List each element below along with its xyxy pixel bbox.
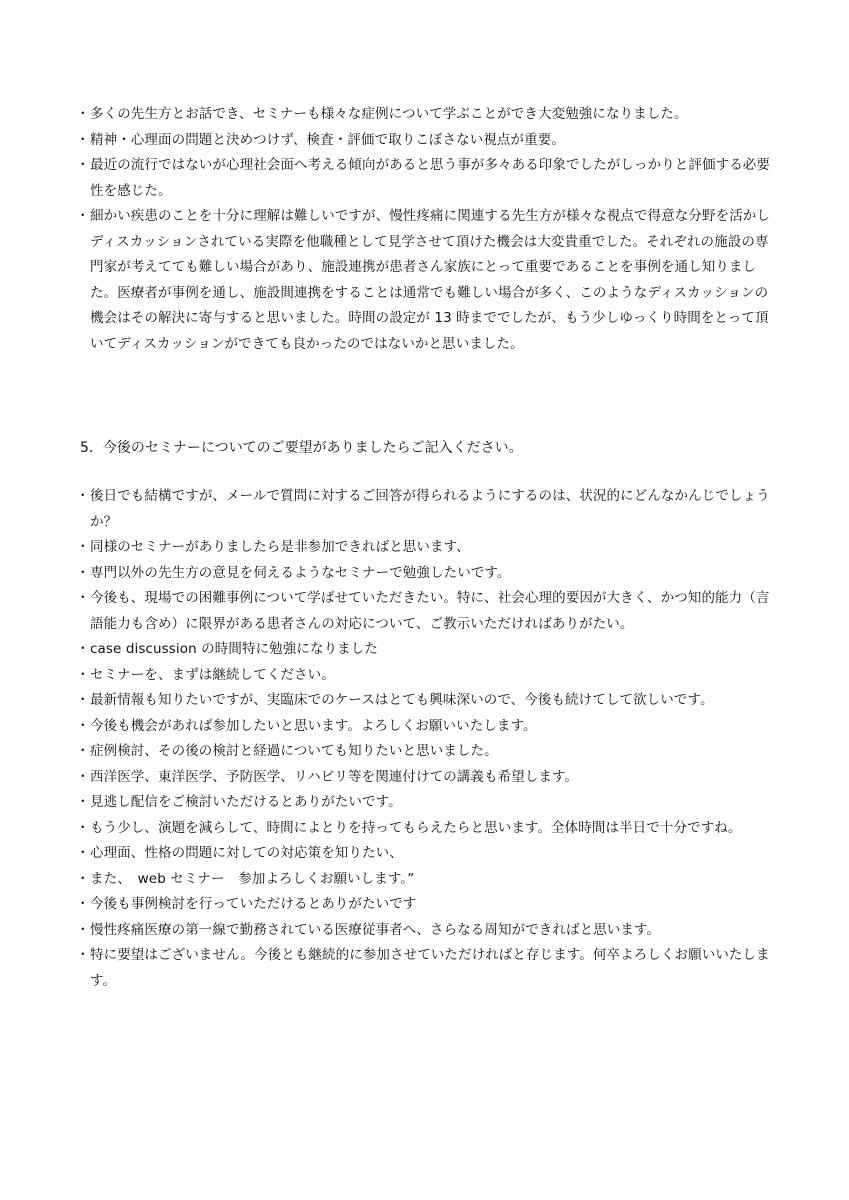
list-item: ・ 慢性疼痛医療の第一線で勤務されている医療従事者へ、さらなる周知ができればと思います。 [78, 918, 778, 944]
feedback-list [78, 102, 778, 357]
list-item: ・ 今後も機会があれば参加したいと思います。よろしくお願いいたします。 [78, 714, 778, 740]
section-heading: 5．今後のセミナーについてのご要望がありましたらご記入ください。 [80, 440, 523, 456]
list-item: ・ 症例検討、その後の検討と経過についても知りたいと思いました。 [78, 739, 778, 765]
list-item: ・ 今後も、現場での困難事例について学ばせていただきたい。特に、社会心理的要因が大きく、かつ知的能力（言語能力も含め）に限界がある患者さんの対応について、ご教示いただければありがたい。 [78, 586, 778, 637]
list-item: ・ 同様のセミナーがありましたら是非参加できればと思います、 [78, 535, 778, 561]
list-item: ・ 最近の流行ではないが心理社会面へ考える傾向があると思う事が多々ある印象でしたがしっかりと評価する必要性を感じた。 [78, 153, 778, 204]
list-item: ・ 細かい疾患のことを十分に理解は難しいですが、慢性疼痛に関連する先生方が様々な視点で得意な分野を活かしディスカッションされている実際を他職種として見学させて頂けた機会は大変貴重でした。それぞれの施設の専門家が考えてても難しい場合があり、施設連携が患者さん家族にとって重要であることを事例を通し知りました。医療者が事例を通し、施設間連携をすることは通常でも難しい場合が多く、このようなディスカッションの機会はその解決に寄与すると思いました。時間の設定が 13 時まででしたが、もう少しゆっくり時間をとって頂いてディスカッションができても良かったのではないかと思いました。 [78, 204, 778, 357]
list-item: ・ 見逃し配信をご検討いただけるとありがたいです。 [78, 790, 778, 816]
list-item: ・ もう少し、演題を減らして、時間によとりを持ってもらえたらと思います。全体時間は半日で十分ですね。 [78, 816, 778, 842]
list-item: ・ 最新情報も知りたいですが、実臨床でのケースはとても興味深いので、今後も続けてして欲しいです。 [78, 688, 778, 714]
requests-list [78, 484, 778, 994]
list-item: ・ また、 web セミナー 参加よろしくお願いします。” [78, 867, 778, 893]
list-item: ・ 今後も事例検討を行っていただけるとありがたいです [78, 892, 778, 918]
list-item: ・ 専門以外の先生方の意見を伺えるようなセミナーで勉強したいです。 [78, 561, 778, 587]
list-item: ・ セミナーを、まずは継続してください。 [78, 663, 778, 689]
list-item: ・ 後日でも結構ですが、メールで質問に対するご回答が得られるようにするのは、状況的にどんなかんじでしょうか？ [78, 484, 778, 535]
list-item: ・ 心理面、性格の問題に対しての対応策を知りたい、 [78, 841, 778, 867]
list-item: ・ 特に要望はございません。今後とも継続的に参加させていただければと存じます。何卒よろしくお願いいたします。 [78, 943, 778, 994]
list-item: ・ 西洋医学、東洋医学、予防医学、リハビリ等を関連付けての講義も希望します。 [78, 765, 778, 791]
list-item: ・ 精神・心理面の問題と決めつけず、検査・評価で取りこぼさない視点が重要。 [78, 128, 778, 154]
list-item: ・ case discussion の時間特に勉強になりました [78, 637, 778, 663]
list-item: ・ 多くの先生方とお話でき、セミナーも様々な症例について学ぶことができ大変勉強になりました。 [78, 102, 778, 128]
